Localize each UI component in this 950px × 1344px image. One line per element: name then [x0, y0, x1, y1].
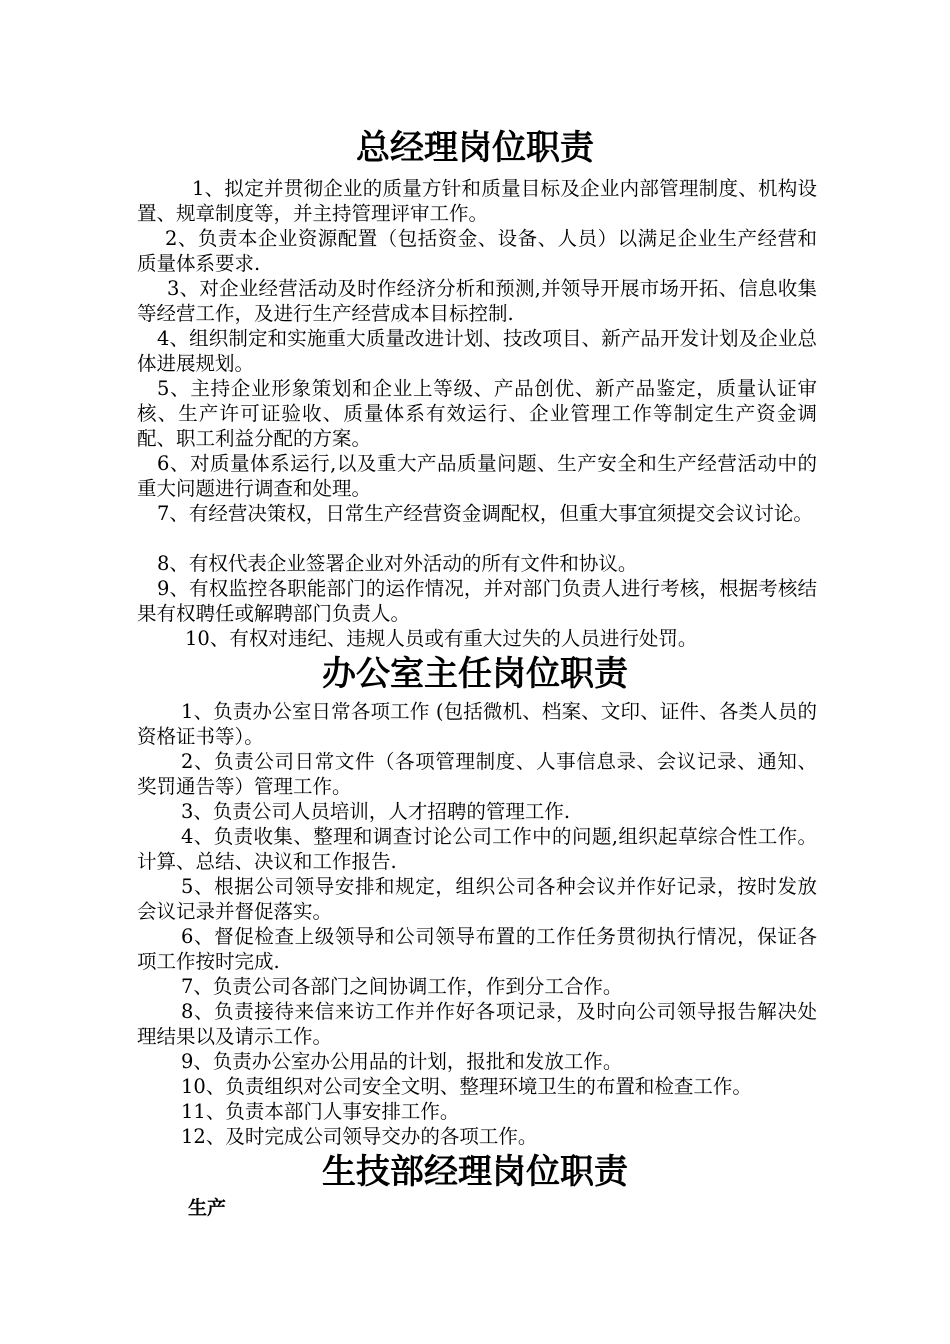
list-item: 9、有权监控各职能部门的运作情况，并对部门负责人进行考核，根据考核结果有权聘任或解聘部门负责人。: [137, 577, 817, 625]
section-title-general-manager: 总经理岗位职责: [356, 128, 594, 168]
list-item: 7、负责公司各部门之间协调工作，作到分工合作。: [181, 975, 623, 998]
list-item: 6、对质量体系运行,以及重大产品质量问题、生产安全和生产经营活动中的重大问题进行调查和处理。: [137, 452, 817, 500]
list-item: 8、负责接待来信来访工作并作好各项记录，及时向公司领导报告解决处理结果以及请示工作。: [137, 1000, 817, 1048]
list-item: 8、有权代表企业签署企业对外活动的所有文件和协议。: [157, 552, 638, 575]
list-item: 10、负责组织对公司安全文明、整理环境卫生的布置和检查工作。: [181, 1075, 752, 1098]
list-item: 11、负责本部门人事安排工作。: [181, 1100, 460, 1123]
section-title-tech-manager: 生技部经理岗位职责: [322, 1152, 628, 1192]
section-title-office-director: 办公室主任岗位职责: [322, 654, 628, 694]
list-item: 10、有权对违纪、违规人员或有重大过失的人员进行处罚。: [185, 627, 698, 650]
subheading: 生产: [188, 1197, 227, 1219]
list-item: 1、拟定并贯彻企业的质量方针和质量目标及企业内部管理制度、机构设置、规章制度等，并主持管理评审工作。: [137, 177, 817, 225]
list-item: 3、负责公司人员培训，人才招聘的管理工作.: [181, 800, 571, 823]
list-item: 2、负责公司日常文件（各项管理制度、人事信息录、会议记录、通知、奖罚通告等）管理工作。: [137, 750, 817, 798]
list-item: 3、对企业经营活动及时作经济分析和预测,并领导开展市场开拓、信息收集等经营工作，及进行生产经营成本目标控制.: [137, 277, 817, 325]
list-item: 5、根据公司领导安排和规定，组织公司各种会议并作好记录，按时发放会议记录并督促落实。: [137, 875, 817, 923]
list-item: 2、负责本企业资源配置（包括资金、设备、人员）以满足企业生产经营和质量体系要求.: [137, 227, 817, 275]
list-item: 9、负责办公室办公用品的计划，报批和发放工作。: [181, 1050, 623, 1073]
list-item: 6、督促检查上级领导和公司领导布置的工作任务贯彻执行情况，保证各项工作按时完成.: [137, 925, 817, 973]
list-item: 7、有经营决策权，日常生产经营资金调配权，但重大事宜须提交会议讨论。: [157, 502, 813, 525]
list-item: 4、组织制定和实施重大质量改进计划、技改项目、新产品开发计划及企业总体进展规划。: [137, 327, 817, 375]
list-item: 5、主持企业形象策划和企业上等级、产品创优、新产品鉴定，质量认证审核、生产许可证验收、质量体系有效运行、企业管理工作等制定生产资金调配、职工利益分配的方案。: [137, 377, 817, 450]
list-item: 1、负责办公室日常各项工作 (包括微机、档案、文印、证件、各类人员的资格证书等）。: [137, 700, 817, 748]
list-item: 4、负责收集、整理和调查讨论公司工作中的问题,组织起草综合性工作。计算、总结、决议和工作报告.: [137, 825, 817, 873]
list-item: 12、及时完成公司领导交办的各项工作。: [181, 1125, 538, 1148]
